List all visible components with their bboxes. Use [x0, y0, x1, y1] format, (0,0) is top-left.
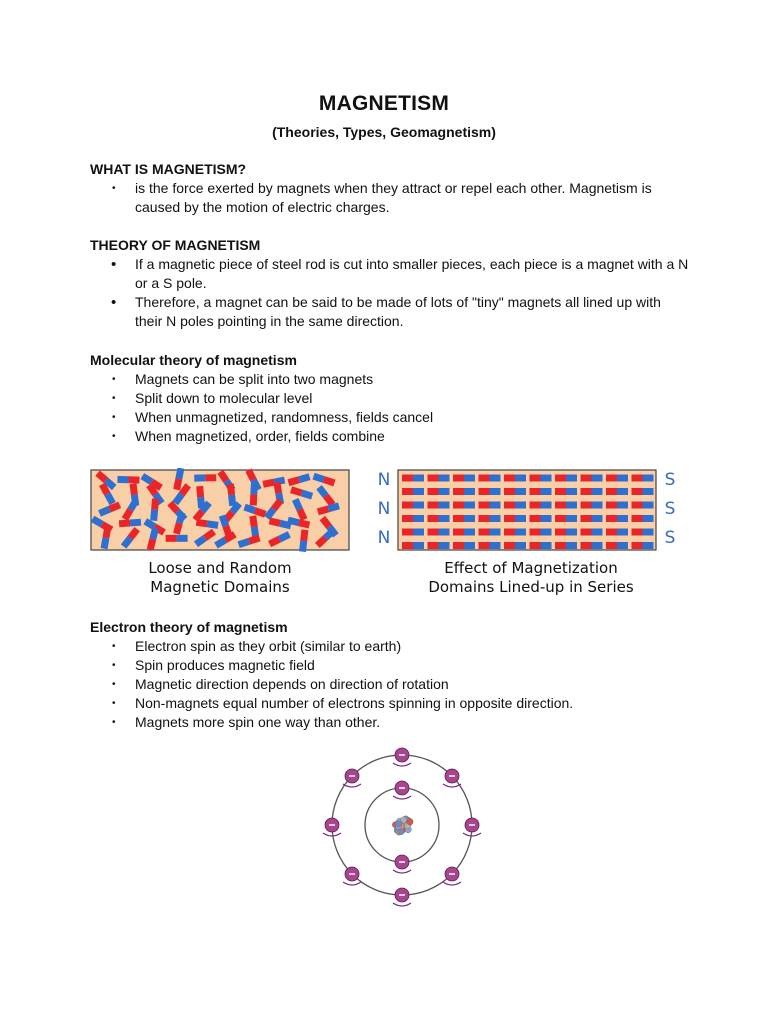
south-pole-label: S [664, 499, 676, 519]
magnet-domain [632, 502, 654, 509]
magnet-domain [479, 502, 501, 509]
list-item: • Magnets can be split into two magnets [112, 371, 374, 387]
magnet-domain [428, 502, 450, 509]
electron-icon [393, 888, 411, 906]
section-what-is [90, 160, 690, 217]
magnet-domain [117, 476, 139, 484]
north-pole-label: N [377, 499, 391, 519]
list-item-text: is the force exerted by magnets when they attract or repel each other. Magnetism is caused by the motion of electric charges. [135, 180, 652, 215]
magnet-domain [530, 475, 552, 482]
magnet-domain [530, 502, 552, 509]
magnet-domain [428, 529, 450, 536]
north-pole-label: N [377, 470, 391, 490]
atom-illustration [318, 738, 488, 908]
magnet-domain [555, 502, 577, 509]
south-pole-label: S [664, 470, 676, 490]
magnet-domain [632, 475, 654, 482]
list-item: • Non-magnets equal number of electrons spinning in opposite direction. [112, 695, 574, 711]
list-item: • Therefore, a magnet can be said to be made of lots of "tiny" magnets all lined up with their N poles pointing in the same direction. [111, 294, 661, 329]
list-item-text: If a magnetic piece of steel rod is cut into smaller pieces, each piece is a magnet with a N or a S pole. [135, 256, 689, 291]
magnet-domain [402, 488, 424, 495]
magnet-domain [581, 515, 603, 522]
magnet-domain [606, 475, 628, 482]
list-item: • Magnetic direction depends on direction of rotation [112, 676, 449, 692]
magnet-domain [402, 529, 424, 536]
magnet-domain [555, 515, 577, 522]
magnet-domain [606, 515, 628, 522]
list-item-text: When magnetized, order, fields combine [135, 428, 385, 444]
magnet-domain [453, 502, 475, 509]
list-item-text: Non-magnets equal number of electrons spinning in opposite direction. [135, 695, 574, 711]
north-pole-label: N [377, 528, 391, 548]
magnet-domain [581, 542, 603, 549]
list-item: • Magnets more spin one way than other. [112, 714, 381, 730]
magnet-domain [606, 529, 628, 536]
magnet-domain [504, 475, 526, 482]
nucleus-icon [392, 816, 413, 835]
magnet-domain [479, 488, 501, 495]
magnet-domain [581, 502, 603, 509]
section-heading: THEORY OF MAGNETISM [90, 237, 261, 253]
magnet-domain [402, 515, 424, 522]
magnet-domain [632, 529, 654, 536]
magnet-domain [250, 483, 258, 505]
magnet-domain [402, 475, 424, 482]
section-heading: Molecular theory of magnetism [90, 352, 297, 368]
bullet-list [90, 179, 690, 217]
bullet-list [90, 255, 690, 331]
bullet-list [90, 637, 690, 732]
list-item-text: Magnets more spin one way than other. [135, 714, 381, 730]
magnet-domain [428, 515, 450, 522]
caption-line: Loose and Random [148, 559, 292, 577]
magnet-domain [530, 529, 552, 536]
magnet-domain [632, 488, 654, 495]
list-item-text: Split down to molecular level [135, 390, 313, 406]
magnet-domain [530, 542, 552, 549]
magnet-domain [530, 515, 552, 522]
list-item-text: Therefore, a magnet can be said to be made of lots of "tiny" magnets all lined up with their N poles pointing in the same direction. [135, 294, 661, 329]
electron-icon [343, 867, 361, 885]
nucleon [395, 820, 401, 826]
magnet-domain [606, 488, 628, 495]
magnet-domain [428, 475, 450, 482]
magnet-domain [166, 535, 188, 542]
atom-figure [318, 738, 488, 913]
magnet-domain [581, 488, 603, 495]
magnet-domain [504, 529, 526, 536]
magnet-domain [402, 502, 424, 509]
magnet-domain [479, 529, 501, 536]
domains-illustration [90, 468, 690, 556]
aligned-domains-box [398, 470, 656, 550]
electron-icon [443, 867, 461, 885]
page-title: MAGNETISM [318, 92, 450, 115]
magnet-domain [453, 529, 475, 536]
caption-line: Effect of Magnetization [444, 559, 618, 577]
magnet-domain [453, 475, 475, 482]
list-item: • Split down to molecular level [112, 390, 313, 406]
magnet-domain [606, 502, 628, 509]
list-item-text: Spin produces magnetic field [135, 657, 315, 673]
section-theory [90, 236, 690, 331]
magnet-domain [555, 488, 577, 495]
page-subtitle: (Theories, Types, Geomagnetism) [272, 124, 496, 140]
south-pole-label: S [664, 528, 676, 548]
list-item-text: Magnetic direction depends on direction of rotation [135, 676, 449, 692]
magnet-domain [453, 488, 475, 495]
magnet-domain [606, 542, 628, 549]
magnet-domain [555, 475, 577, 482]
nucleon [407, 818, 413, 824]
list-item: • When unmagnetized, randomness, fields cancel [112, 409, 434, 425]
section-heading: Electron theory of magnetism [90, 619, 288, 635]
magnet-domain [504, 488, 526, 495]
magnet-domain [194, 474, 216, 481]
magnet-domain [555, 542, 577, 549]
magnet-domain [479, 475, 501, 482]
magnet-domain [453, 542, 475, 549]
electron-icon [393, 781, 411, 799]
section-molecular [90, 351, 690, 446]
list-item-text: When unmagnetized, randomness, fields cancel [135, 409, 434, 425]
list-item-text: Magnets can be split into two magnets [135, 371, 374, 387]
random-domains-caption [90, 559, 350, 597]
magnet-domain [581, 475, 603, 482]
magnet-domain [632, 515, 654, 522]
electron-icon [393, 855, 411, 873]
magnet-domain [530, 488, 552, 495]
magnet-domain [581, 529, 603, 536]
magnet-domain [479, 515, 501, 522]
aligned-domains-caption [396, 559, 666, 597]
list-item: • Electron spin as they orbit (similar to earth) [112, 638, 402, 654]
magnet-domain [555, 529, 577, 536]
list-item: • If a magnetic piece of steel rod is cut into smaller pieces, each piece is a magnet with a N or a S pole. [111, 256, 689, 291]
list-item: • Spin produces magnetic field [112, 657, 315, 673]
magnetic-domains-figure [90, 468, 690, 596]
magnet-domain [428, 488, 450, 495]
list-item: • is the force exerted by magnets when they attract or repel each other. Magnetism is caused by the motion of electric charges. [112, 180, 652, 215]
magnet-domain [504, 502, 526, 509]
magnet-domain [453, 515, 475, 522]
caption-line: Magnetic Domains [150, 578, 290, 596]
section-electron [90, 618, 690, 732]
magnet-domain [504, 515, 526, 522]
magnet-domain [632, 542, 654, 549]
list-item-text: Electron spin as they orbit (similar to earth) [135, 638, 402, 654]
bullet-list [90, 370, 690, 446]
magnet-domain [402, 542, 424, 549]
section-heading: WHAT IS MAGNETISM? [90, 161, 247, 177]
magnet-domain [479, 542, 501, 549]
magnet-domain [504, 542, 526, 549]
magnet-domain [428, 542, 450, 549]
electron-icon [393, 748, 411, 766]
caption-line: Domains Lined-up in Series [428, 578, 634, 596]
list-item: • When magnetized, order, fields combine [112, 428, 385, 444]
